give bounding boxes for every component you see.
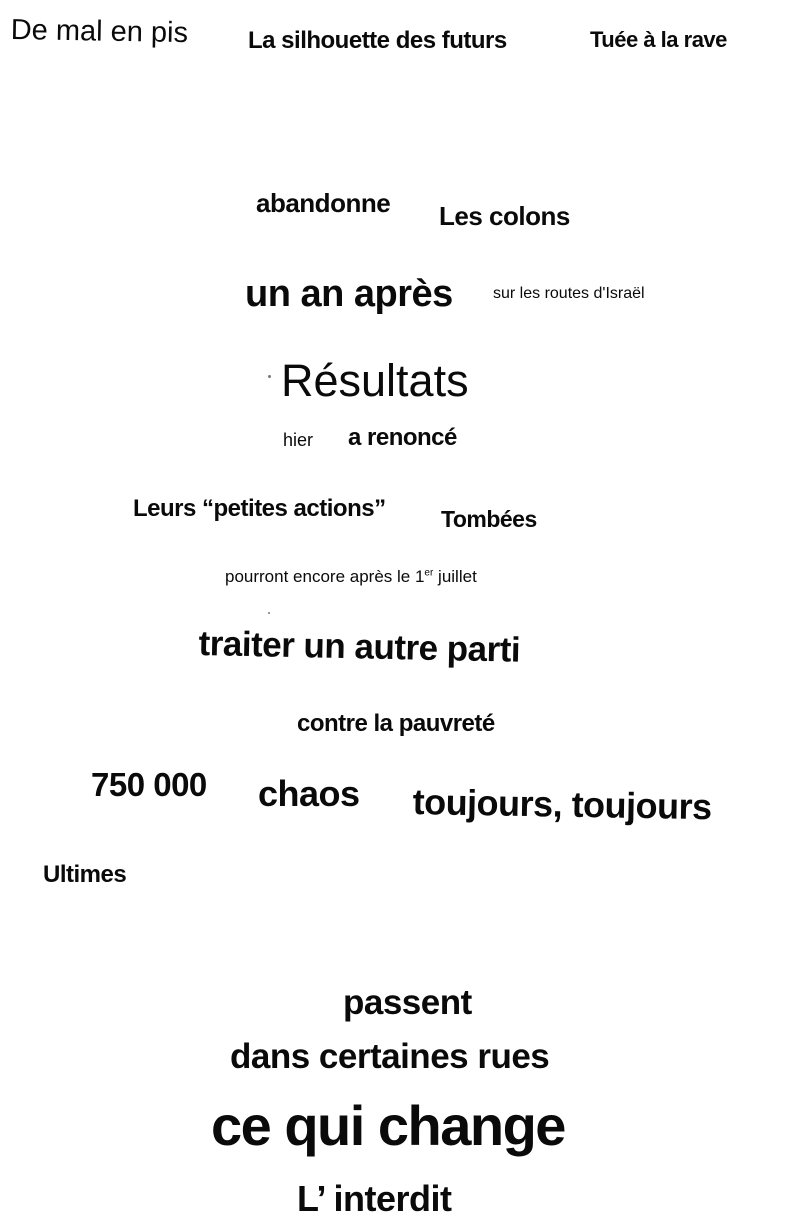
word-de-mal-en-pis: De mal en pis bbox=[10, 14, 189, 50]
pourront-text: pourront encore après le 1 bbox=[225, 567, 425, 586]
word-toujours: toujours, toujours bbox=[412, 781, 712, 828]
word-ce-qui-change: ce qui change bbox=[211, 1094, 565, 1157]
word-chaos: chaos bbox=[258, 773, 360, 814]
word-ultimes: Ultimes bbox=[43, 861, 127, 888]
pourront-end: juillet bbox=[438, 567, 477, 586]
pourront-superscript: er bbox=[424, 567, 434, 579]
word-dans-certaines-rues: dans certaines rues bbox=[230, 1037, 550, 1076]
word-les-colons: Les colons bbox=[439, 201, 570, 231]
speck-mark bbox=[268, 612, 270, 614]
word-tuee-a-la-rave: Tuée à la rave bbox=[590, 27, 727, 52]
word-traiter: traiter un autre parti bbox=[198, 624, 521, 670]
word-l-interdit: L’ interdit bbox=[297, 1178, 452, 1219]
word-750000: 750 000 bbox=[91, 766, 207, 803]
word-hier: hier bbox=[283, 430, 314, 450]
word-leurs-petites-actions: Leurs “petites actions” bbox=[133, 495, 386, 522]
word-sur-les-routes: sur les routes d'Israël bbox=[493, 285, 645, 302]
word-la-silhouette: La silhouette des futurs bbox=[248, 27, 507, 54]
word-passent: passent bbox=[343, 983, 472, 1022]
speck-mark bbox=[268, 375, 271, 378]
word-pourront-encore bbox=[225, 568, 477, 585]
word-contre-la-pauvrete: contre la pauvreté bbox=[297, 710, 495, 737]
word-resultats: Résultats bbox=[281, 355, 469, 406]
word-abandonne: abandonne bbox=[256, 188, 391, 218]
word-tombees: Tombées bbox=[441, 506, 537, 532]
word-un-an-apres: un an après bbox=[245, 273, 453, 315]
word-a-renonce: a renoncé bbox=[348, 424, 457, 451]
